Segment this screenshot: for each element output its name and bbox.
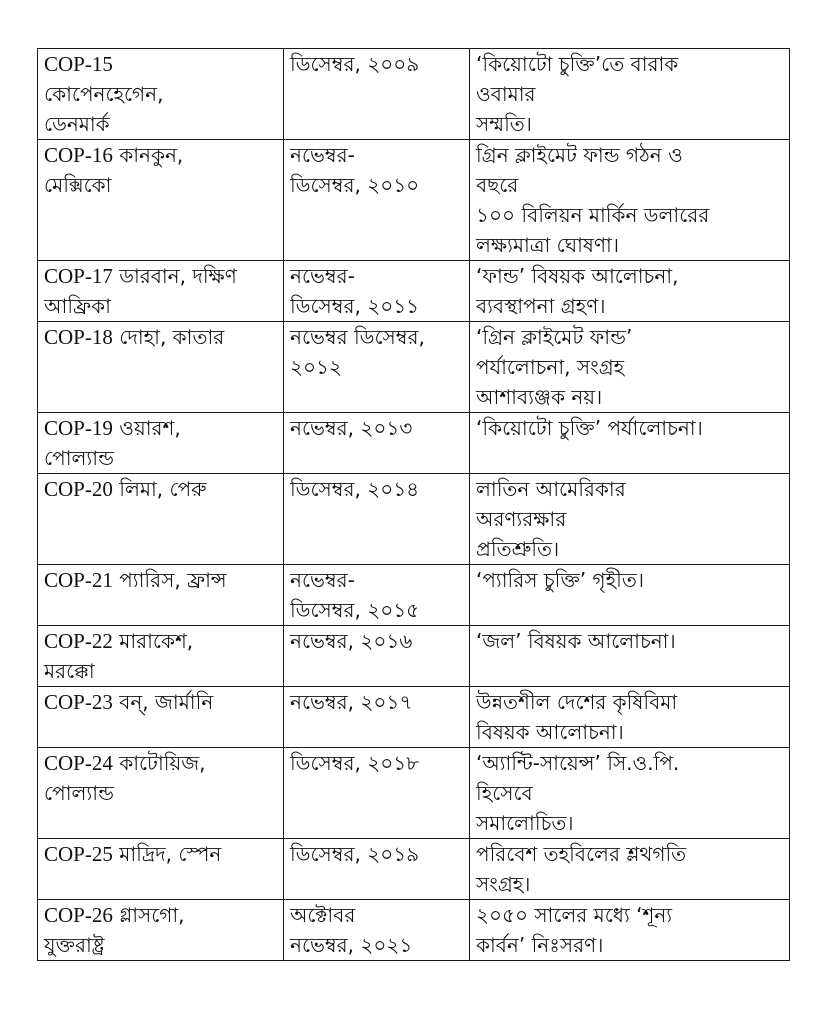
date-cell <box>284 413 470 474</box>
table-row <box>38 413 790 474</box>
table-row <box>38 49 790 140</box>
place-line-wrapper <box>44 261 277 291</box>
date-text: নভেম্বর, ২০২১ <box>290 933 413 957</box>
event-cell <box>470 687 790 748</box>
event-text: লক্ষ্যমাত্রা ঘোষণা। <box>476 233 620 257</box>
date-text: ডিসেম্বর, ২০১১ <box>290 294 420 318</box>
event-cell <box>470 839 790 900</box>
place-line-wrapper <box>44 565 277 595</box>
event-text: ‘কিয়োটো চুক্তি’ পর্যালোচনা। <box>476 416 703 440</box>
event-text: উন্নতশীল দেশের কৃষিবিমা <box>476 690 678 714</box>
cop-place-cell <box>38 687 284 748</box>
cop-place-cell <box>38 140 284 261</box>
date-text: নভেম্বর, ২০১৬ <box>290 629 413 653</box>
date-text: ডিসেম্বর, ২০০৯ <box>290 52 420 76</box>
cop-id: COP-26 <box>44 903 113 927</box>
cop-id: COP-24 <box>44 751 113 775</box>
table-row <box>38 626 790 687</box>
place-line-wrapper <box>44 839 277 869</box>
date-cell <box>284 49 470 140</box>
cop-place-cell <box>38 565 284 626</box>
date-cell <box>284 565 470 626</box>
cop-place-cell <box>38 413 284 474</box>
place-text: প্যারিস, ফ্রান্স <box>119 568 227 592</box>
event-text: হিসেবে <box>476 781 533 805</box>
date-text: নভেম্বর- <box>290 264 355 288</box>
event-text: ১০০ বিলিয়ন মার্কিন ডলারের <box>476 203 710 227</box>
event-cell <box>470 565 790 626</box>
place-line-wrapper <box>44 748 277 778</box>
event-text: ‘কিয়োটো চুক্তি’তে বারাক <box>476 52 679 76</box>
event-cell <box>470 626 790 687</box>
event-cell <box>470 49 790 140</box>
cop-place-cell <box>38 900 284 961</box>
cop-place-cell <box>38 839 284 900</box>
place-text: গ্লাসগো, <box>119 903 185 927</box>
place-line-wrapper <box>44 900 277 930</box>
date-cell <box>284 748 470 839</box>
date-cell <box>284 900 470 961</box>
event-text: সমালোচিত। <box>476 811 574 835</box>
cop-id: COP-16 <box>44 143 113 167</box>
date-cell <box>284 626 470 687</box>
date-text: নভেম্বর- <box>290 143 355 167</box>
date-cell <box>284 322 470 413</box>
event-text: কার্বন’ নিঃসরণ। <box>476 933 604 957</box>
cop-id: COP-15 <box>44 52 113 76</box>
cop-place-cell <box>38 626 284 687</box>
cop-id: COP-25 <box>44 842 113 866</box>
place-text: ডেনমার্ক <box>44 112 110 136</box>
event-text: ‘প্যারিস চুক্তি’ গৃহীত। <box>476 568 644 592</box>
place-text: ডারবান, দক্ষিণ <box>119 264 237 288</box>
event-cell <box>470 900 790 961</box>
table-row <box>38 687 790 748</box>
event-text: পর্যালোচনা, সংগ্রহ <box>476 355 625 379</box>
event-text: প্রতিশ্রুতি। <box>476 537 560 561</box>
cop-id: COP-21 <box>44 568 113 592</box>
cop-id: COP-18 <box>44 325 113 349</box>
cop-place-cell <box>38 474 284 565</box>
date-text: ডিসেম্বর, ২০১৮ <box>290 751 420 775</box>
table-body <box>38 49 790 961</box>
place-text: যুক্তরাষ্ট্র <box>44 933 105 957</box>
event-cell <box>470 474 790 565</box>
cop-id: COP-20 <box>44 477 113 501</box>
event-text: বছরে <box>476 173 519 197</box>
event-text: ‘গ্রিন ক্লাইমেট ফান্ড’ <box>476 325 633 349</box>
place-text: মেক্সিকো <box>44 173 112 197</box>
place-text: বন্, জার্মানি <box>119 690 214 714</box>
place-text: মরক্কো <box>44 659 95 683</box>
date-cell <box>284 687 470 748</box>
event-cell <box>470 261 790 322</box>
place-line-wrapper <box>44 687 277 717</box>
cop-summit-table <box>37 48 790 961</box>
event-text: ‘অ্যান্টি-সায়েন্স’ সি.ও.পি. <box>476 751 680 775</box>
place-text: ওয়ারশ, <box>119 416 181 440</box>
cop-place-cell <box>38 261 284 322</box>
event-text: সম্মতি। <box>476 112 532 136</box>
event-text: আশাব্যঞ্জক নয়। <box>476 385 603 409</box>
event-cell <box>470 322 790 413</box>
date-text: ২০১২ <box>290 355 342 379</box>
place-line-wrapper <box>44 474 277 504</box>
place-text: মারাকেশ, <box>119 629 194 653</box>
cop-id: COP-22 <box>44 629 113 653</box>
date-text: ডিসেম্বর, ২০১৪ <box>290 477 420 501</box>
place-text: কানকুন, <box>119 143 184 167</box>
date-cell <box>284 474 470 565</box>
date-text: ডিসেম্বর, ২০১০ <box>290 173 420 197</box>
event-cell <box>470 413 790 474</box>
event-text: ব্যবস্থাপনা গ্রহণ। <box>476 294 606 318</box>
date-cell <box>284 261 470 322</box>
place-text: পোল্যান্ড <box>44 446 114 470</box>
event-text: গ্রিন ক্লাইমেট ফান্ড গঠন ও <box>476 143 683 167</box>
date-text: অক্টোবর <box>290 903 356 927</box>
table-row <box>38 474 790 565</box>
date-cell <box>284 839 470 900</box>
place-text: লিমা, পেরু <box>119 477 207 501</box>
cop-place-cell <box>38 748 284 839</box>
table-row <box>38 322 790 413</box>
place-text: আফ্রিকা <box>44 294 111 318</box>
place-text: মাদ্রিদ, স্পেন <box>119 842 222 866</box>
date-text: নভেম্বর ডিসেম্বর, <box>290 325 425 349</box>
event-text: সংগ্রহ। <box>476 872 531 896</box>
place-text: পোল্যান্ড <box>44 781 114 805</box>
date-text: নভেম্বর, ২০১৩ <box>290 416 413 440</box>
place-text: কাটোয়িজ, <box>119 751 206 775</box>
place-line-wrapper <box>44 626 277 656</box>
cop-id: COP-17 <box>44 264 113 288</box>
place-line-wrapper <box>44 322 277 352</box>
event-text: ওবামার <box>476 82 536 106</box>
place-line-wrapper <box>44 140 277 170</box>
cop-id: COP-23 <box>44 690 113 714</box>
date-text: নভেম্বর- <box>290 568 355 592</box>
date-text: ডিসেম্বর, ২০১৯ <box>290 842 420 866</box>
event-text: বিষয়ক আলোচনা। <box>476 720 624 744</box>
table-row <box>38 839 790 900</box>
place-text: দোহা, কাতার <box>119 325 225 349</box>
table-row <box>38 900 790 961</box>
event-text: অরণ্যরক্ষার <box>476 507 567 531</box>
table-row <box>38 140 790 261</box>
table-row <box>38 565 790 626</box>
event-text: ২০৫০ সালের মধ্যে ‘শূন্য <box>476 903 673 927</box>
date-cell <box>284 140 470 261</box>
cop-place-cell <box>38 322 284 413</box>
date-text: ডিসেম্বর, ২০১৫ <box>290 598 420 622</box>
place-text: কোপেনহেগেন, <box>44 82 164 106</box>
date-text: নভেম্বর, ২০১৭ <box>290 690 413 714</box>
table-row <box>38 261 790 322</box>
place-line-wrapper <box>44 413 277 443</box>
event-text: পরিবেশ তহবিলের শ্লথগতি <box>476 842 687 866</box>
event-cell <box>470 140 790 261</box>
table-row <box>38 748 790 839</box>
cop-place-cell <box>38 49 284 140</box>
event-cell <box>470 748 790 839</box>
event-text: ‘ফান্ড’ বিষয়ক আলোচনা, <box>476 264 679 288</box>
event-text: লাতিন আমেরিকার <box>476 477 626 501</box>
cop-line <box>44 49 277 79</box>
cop-id: COP-19 <box>44 416 113 440</box>
event-text: ‘জল’ বিষয়ক আলোচনা। <box>476 629 676 653</box>
